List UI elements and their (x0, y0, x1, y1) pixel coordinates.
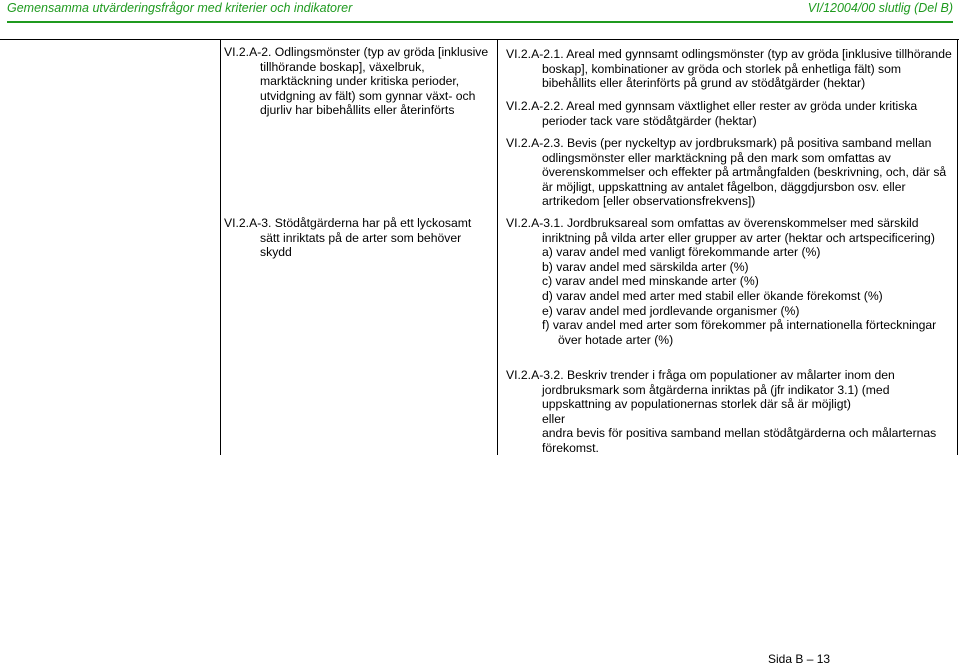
page-header (7, 0, 953, 20)
indicator-a3-2-or: eller (542, 411, 566, 426)
criterion-a2-text: VI.2.A-2. Odlingsmönster (typ av gröda [inklusive tillhörande boskap], växelbruk, marktäckning under kritiska perioder, utvidgning av fält) som gynnar växt- och djurliv har bibehållits eller återinförts (224, 45, 489, 118)
indicator-a3-2 (506, 368, 954, 456)
indicator-a3-2-rest: andra bevis för positiva samband mellan stödåtgärderna och målarternas förekomst. (542, 426, 937, 455)
indicator-a3-1-item: b) varav andel med särskilda arter (%) (542, 259, 749, 274)
indicator-a3-1-item: c) varav andel med minskande arter (%) (542, 274, 759, 289)
criterion-a3 (224, 216, 492, 260)
header-rule (7, 21, 953, 23)
indicator-a2-2-text: VI.2.A-2.2. Areal med gynnsam växtlighet eller rester av gröda under kritiska perioder tack vare stödåtgärder (hektar) (506, 99, 918, 128)
criterion-a2 (224, 45, 492, 118)
header-title: Gemensamma utvärderingsfrågor med kriterier och indikatorer (7, 1, 353, 15)
indicator-a3-1-item: d) varav andel med arter med stabil eller ökande förekomst (%) (542, 288, 883, 303)
indicator-a2-1 (506, 47, 954, 91)
indicator-a3-1-item: f) varav andel med arter som förekommer på internationella förteckningar över hotade arter (%) (542, 318, 937, 347)
indicator-a3-1 (506, 216, 954, 347)
indicator-a2-2 (506, 99, 954, 128)
indicator-a2-3-text: VI.2.A-2.3. Bevis (per nyckeltyp av jordbruksmark) på positiva samband mellan odlingsmönster eller marktäckning på den mark som omfattas av överenskommelser och effekter på artmångfalden (beskrivning, och, där så är möjligt, uppskattning av antalet fågelbon, däggdjursbon osv. eller artrikedom [eller observationsfrekvens]) (506, 136, 947, 209)
indicator-a3-2-intro: VI.2.A-3.2. Beskriv trender i fråga om populationer av målarter inom den jordbruksmark som åtgärderna inriktas på (jfr indikator 3.1) (med uppskattning av populationernas storlek där så är möjligt) (506, 368, 895, 412)
table-top-border (0, 39, 959, 40)
header-doc-id: VI/12004/00 slutlig (Del B) (807, 1, 953, 15)
criterion-a3-text: VI.2.A-3. Stödåtgärderna har på ett lyckosamt sätt inriktats på de arter som behöver skydd (224, 216, 472, 260)
table-divider-middle (497, 39, 498, 455)
indicator-a3-1-item: a) varav andel med vanligt förekommande arter (%) (542, 245, 821, 260)
table-divider-left (220, 39, 221, 455)
indicator-a3-1-item: e) varav andel med jordlevande organismer (%) (542, 303, 800, 318)
indicator-a2-1-text: VI.2.A-2.1. Areal med gynnsamt odlingsmönster (typ av gröda [inklusive tillhörande boskap], kombinationer av gröda och storlek på enhetliga fält) som bibehållits eller återinförts på grund av stödåtgärder (hektar) (506, 47, 952, 91)
table-divider-right (957, 39, 958, 455)
indicator-a3-1-intro: VI.2.A-3.1. Jordbruksareal som omfattas av överenskommelser med särskild inriktning på vilda arter eller grupper av arter (hektar och artspecificering) (506, 216, 935, 245)
indicator-a2-3 (506, 136, 954, 209)
page-number: Sida B – 13 (768, 652, 831, 666)
